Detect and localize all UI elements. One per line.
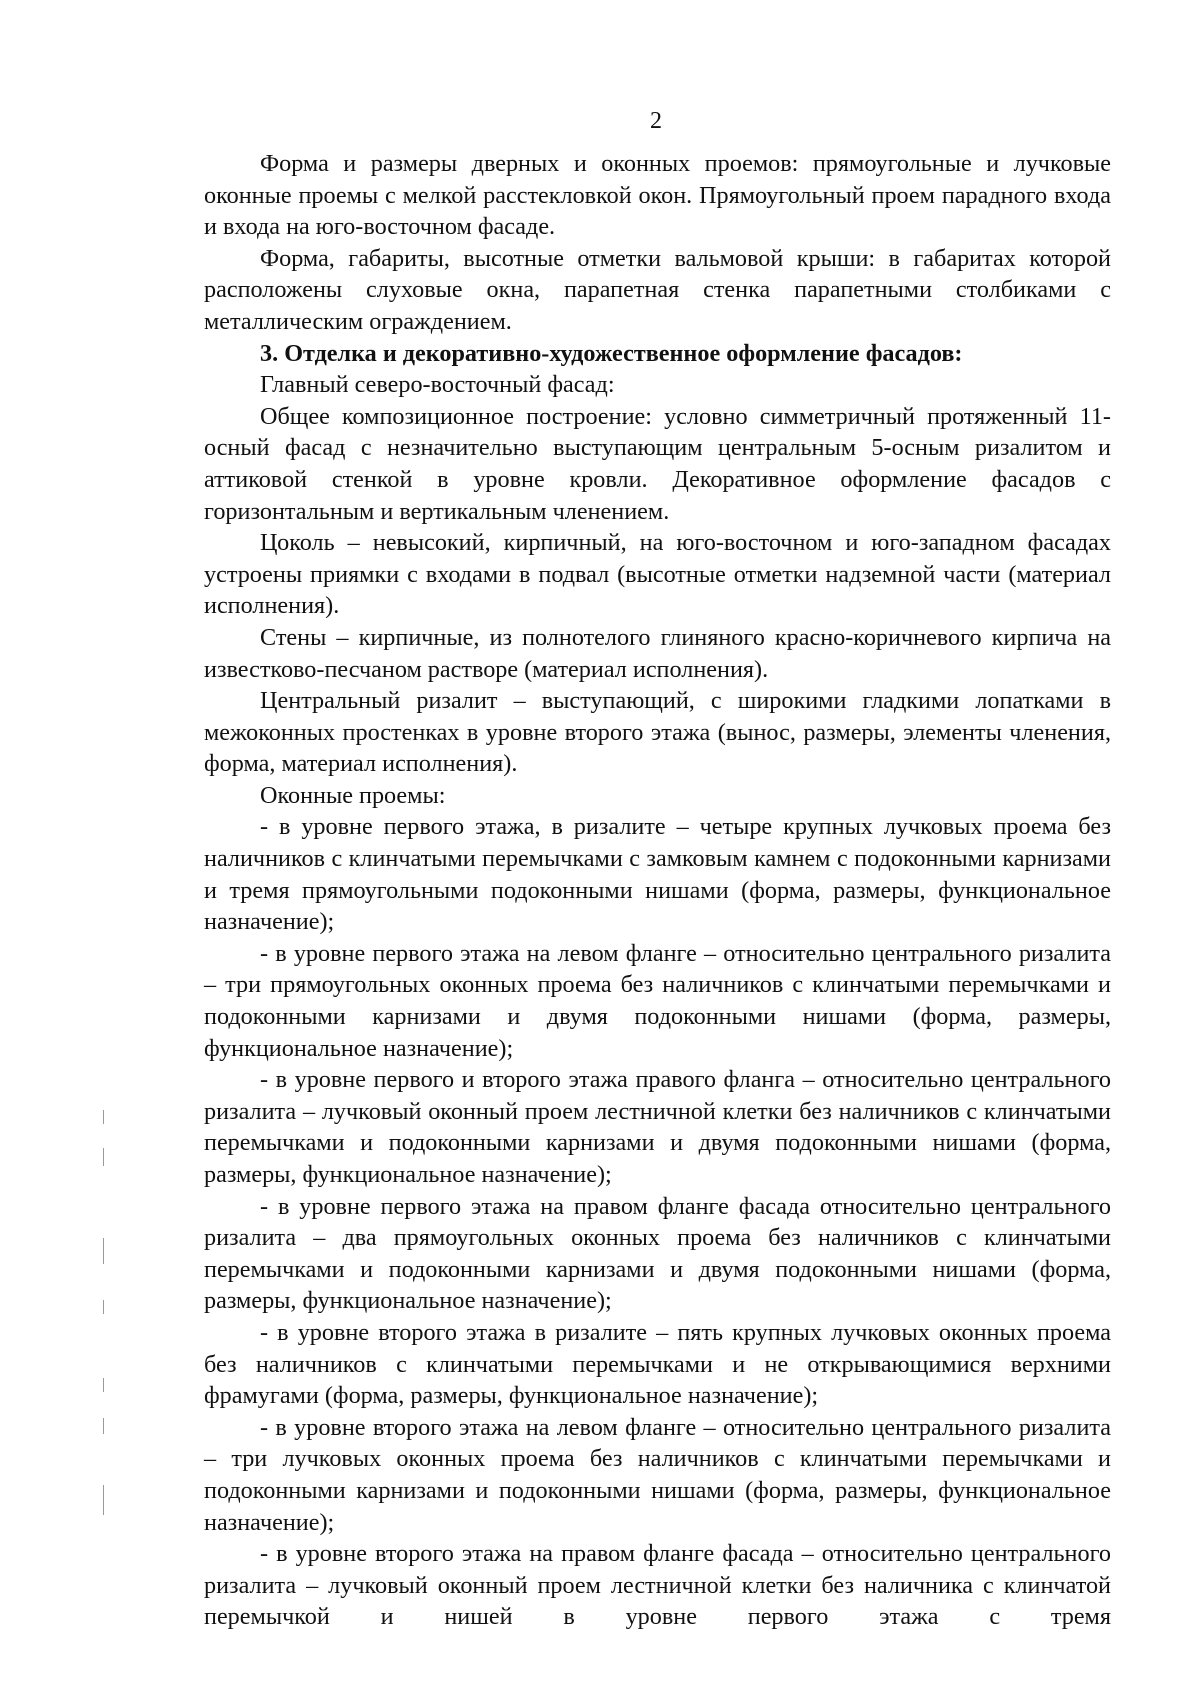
paragraph-central-risalit: Центральный ризалит – выступающий, с широкими гладкими лопатками в межоконных простенках в уровне второго этажа (вынос, размеры, элементы членения, форма, материал исполнения). <box>204 687 1111 778</box>
paragraph-window-openings: Оконные проемы: <box>260 781 446 809</box>
paragraph-walls: Стены – кирпичные, из полнотелого глиняного красно-коричневого кирпича на известково-песчаном растворе (материал исполнения). <box>204 623 1111 683</box>
list-item: - в уровне первого этажа на правом фланге фасада относительно центрального ризалита – два прямоугольных оконных проема без наличников с клинчатыми перемычками и подоконными карнизами и двумя подоконными нишами (форма, размеры, функциональное назначение); <box>204 1192 1111 1315</box>
paragraph-roof: Форма, габариты, высотные отметки вальмовой крыши: в габаритах которой расположены слуховые окна, парапетная стенка парапетными столбиками с металлическим ограждением. <box>204 244 1111 335</box>
list-item: - в уровне первого этажа, в ризалите – четыре крупных лучковых проема без наличников с клинчатыми перемычками с замковым камнем с подоконными карнизами и тремя прямоугольными подоконными нишами (форма, размеры, функциональное назначение); <box>204 813 1111 936</box>
list-item: - в уровне первого этажа на левом фланге – относительно центрального ризалита – три прямоугольных оконных проема без наличников с клинчатыми перемычками и подоконными карнизами и двумя подоконными нишами (форма, размеры, функциональное назначение); <box>204 939 1111 1062</box>
page-number: 2 <box>650 108 662 134</box>
paragraph-composition: Общее композиционное построение: условно симметричный протяженный 11-осный фасад с незначительно выступающим центральным 5-осным ризалитом и аттиковой стенкой в уровне кровли. Декоративное оформление фасадов с горизонтальным и вертикальным членением. <box>204 402 1111 525</box>
paragraph-plinth: Цоколь – невысокий, кирпичный, на юго-восточном и юго-западном фасадах устроены приямки с входами в подвал (высотные отметки надземной части (материал исполнения). <box>204 529 1111 620</box>
list-item: - в уровне второго этажа на правом фланге фасада – относительно центрального ризалита – лучковый оконный проем лестничной клетки без наличника с клинчатой перемычкой и нишей в уровне первого этажа с тремя <box>204 1540 1111 1631</box>
list-item: - в уровне первого и второго этажа правого фланга – относительно центрального ризалита – лучковый оконный проем лестничной клетки без наличников с клинчатыми перемычками и подоконными карнизами и двумя подоконными нишами (форма, размеры, функциональное назначение); <box>204 1066 1111 1188</box>
document-body <box>204 148 1111 1633</box>
paragraph-main-facade: Главный северо-восточный фасад: <box>260 371 615 399</box>
list-item: - в уровне второго этажа в ризалите – пять крупных лучковых оконных проема без наличников с клинчатыми перемычками и не открывающимися верхними фрамугами (форма, размеры, функциональное назначение); <box>204 1318 1111 1410</box>
section-heading: 3. Отделка и декоративно-художественное оформление фасадов: <box>260 339 963 367</box>
paragraph-openings-form: Форма и размеры дверных и оконных проемов: прямоугольные и лучковые оконные проемы с мелкой расстекловкой окон. Прямоугольный проем парадного входа и входа на юго-восточном фасаде. <box>204 150 1111 241</box>
list-item: - в уровне второго этажа на левом фланге – относительно центрального ризалита – три лучковых оконных проема без наличников с клинчатыми перемычками и подоконными карнизами и подоконными нишами (форма, размеры, функциональное назначение); <box>204 1413 1111 1536</box>
